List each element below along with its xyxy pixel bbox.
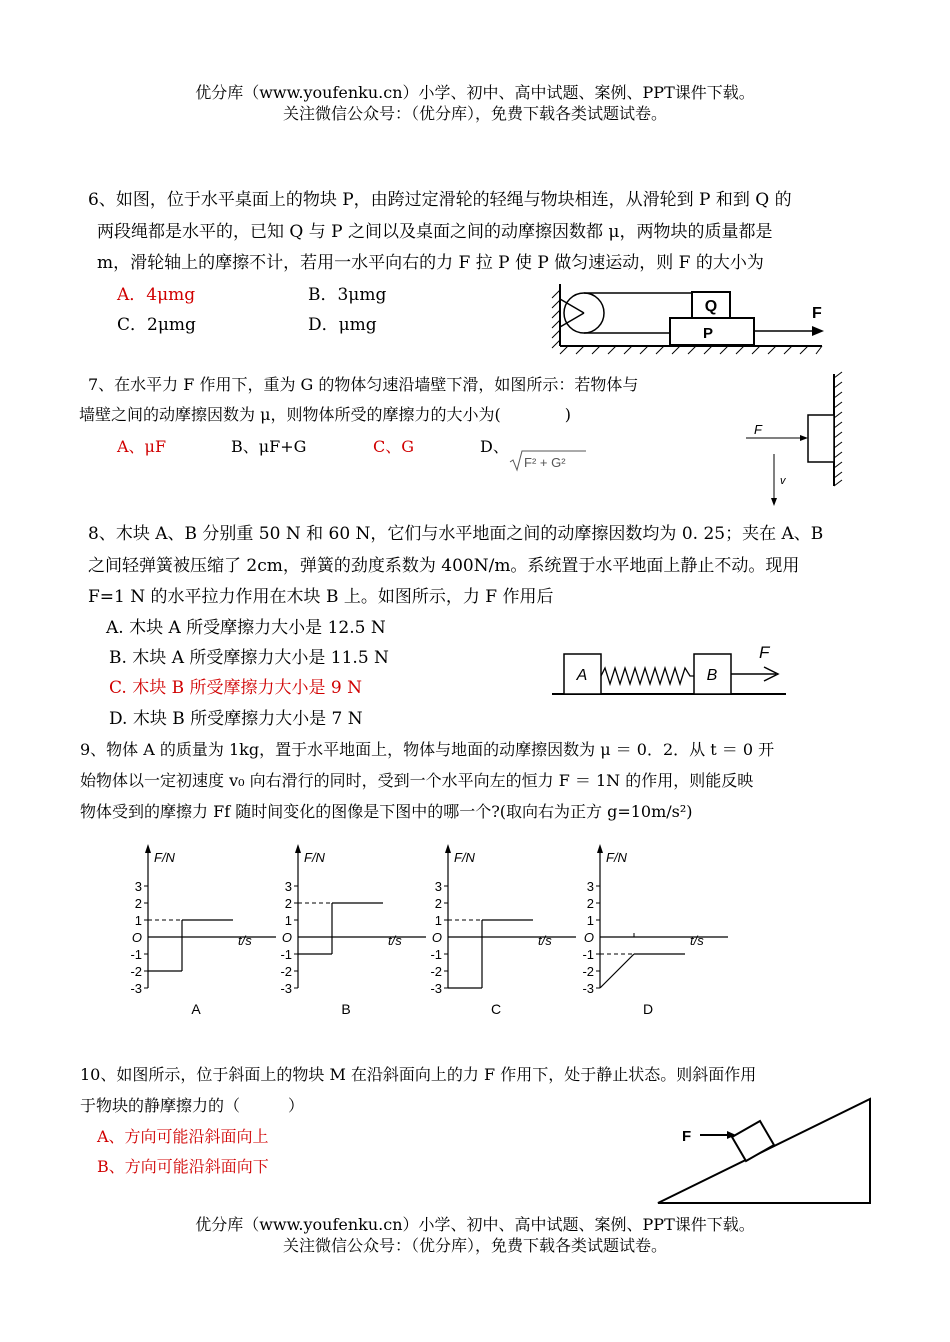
q7-option-d: D、	[480, 437, 509, 456]
chart-d-tick-label: -3	[582, 981, 594, 996]
header-line-1: 优分库（www.youfenku.cn）小学、初中、高中试题、案例、PPT课件下载。	[195, 83, 755, 102]
q8-option-b: B. 木块 A 所受摩擦力大小是 11.5 N	[109, 648, 389, 668]
chart-c-tick-label: -1	[430, 947, 442, 962]
q7-option-d-formula	[508, 448, 588, 474]
q8-line-3: F=1 N 的水平拉力作用在木块 B 上。如图所示，力 F 作用后	[88, 587, 554, 607]
chart-b-y-arrow	[295, 844, 301, 853]
q8-line-2: 之间轻弹簧被压缩了 2cm，弹簧的劲度系数为 400N/m。系统置于水平地面上静止不动。现用	[88, 556, 800, 576]
chart-a-tick-label: 3	[134, 879, 142, 894]
chart-c-y-label: F/N	[454, 850, 475, 865]
chart-b-tick-label: O	[281, 930, 292, 945]
chart-d-tick-label: 1	[586, 913, 594, 928]
q7-force-arrowhead	[800, 435, 808, 441]
chart-d-tick-label: O	[583, 930, 594, 945]
header-line-2: 关注微信公众号：（优分库），免费下载各类试题试卷。	[282, 104, 667, 123]
q7-option-b: B、μF+G	[231, 437, 307, 456]
q8-spring	[601, 668, 694, 684]
q6-floor-hatch	[560, 346, 822, 354]
q9-line-2: 始物体以一定初速度 v₀ 向右滑行的同时，受到一个水平向左的恒力 F ＝ 1N 的作用，则能反映	[80, 771, 754, 790]
q10-incline-figure	[650, 1095, 875, 1210]
q8-label-a: A	[576, 667, 588, 684]
footer-line-1: 优分库（www.youfenku.cn）小学、初中、高中试题、案例、PPT课件下载。	[195, 1215, 755, 1234]
chart-c-y-arrow	[445, 844, 451, 853]
q7-line-1: 7、在水平力 F 作用下，重为 G 的物体匀速沿墙壁下滑，如图所示：若物体与	[88, 375, 639, 394]
q8-label-b: B	[706, 667, 718, 684]
q8-option-c: C. 木块 B 所受摩擦力大小是 9 N	[109, 678, 363, 698]
chart-c-caption: C	[490, 1001, 502, 1017]
chart-d-tick-label: -2	[582, 964, 594, 979]
q8-label-f: F	[759, 643, 770, 662]
q6-label-p: P	[702, 325, 714, 342]
q10-label-f: F	[682, 1128, 692, 1145]
chart-c-tick-label: 2	[434, 896, 442, 911]
chart-c-tick-label: 1	[434, 913, 442, 928]
q6-pulley-figure	[540, 282, 830, 357]
chart-a-y-label: F/N	[154, 850, 175, 865]
chart-a-caption: A	[191, 1001, 201, 1017]
q6-option-c: C．2μmg	[117, 315, 196, 335]
chart-a-tick-label: -1	[130, 947, 142, 962]
footer-line-2: 关注微信公众号：（优分库），免费下载各类试题试卷。	[282, 1236, 667, 1255]
q7-label-f: F	[754, 422, 762, 437]
chart-b-tick-label: 2	[284, 896, 292, 911]
q9-line-1: 9、物体 A 的质量为 1kg，置于水平地面上，物体与地面的动摩擦因数为 μ ＝ 0．2．从 t ＝ 0 开	[80, 740, 775, 759]
chart-c-x-label: t/s	[538, 933, 552, 948]
q8-spring-figure	[550, 640, 790, 706]
chart-b-tick-label: -2	[280, 964, 292, 979]
chart-d-y-arrow	[597, 844, 603, 853]
q6-label-f: F	[812, 305, 822, 322]
chart-b-y-label: F/N	[304, 850, 325, 865]
q8-option-a: A. 木块 A 所受摩擦力大小是 12.5 N	[106, 618, 386, 638]
chart-c-tick-label: -3	[430, 981, 442, 996]
q7-velocity-arrowhead	[771, 498, 777, 506]
chart-a-tick-label: 2	[134, 896, 142, 911]
q6-wall-hatch	[552, 290, 560, 348]
q7-option-a: A、μF	[117, 437, 167, 456]
q10-line-2: 于物块的静摩擦力的（ ）	[80, 1096, 305, 1115]
chart-a-tick-label: -2	[130, 964, 142, 979]
q10-option-b: B、方向可能沿斜面向下	[97, 1157, 269, 1176]
q7-sqrt-content: F² + G²	[524, 455, 566, 470]
chart-a-x-label: t/s	[238, 933, 252, 948]
chart-b-tick-label: -1	[280, 947, 292, 962]
chart-a-tick-label: O	[131, 930, 142, 945]
chart-c-tick-label: -2	[430, 964, 442, 979]
q7-line-2: 墙壁之间的动摩擦因数为 μ，则物体所受的摩擦力的大小为( )	[79, 405, 571, 424]
chart-d-tick-label: -1	[582, 947, 594, 962]
chart-d-series-segment	[600, 954, 634, 988]
chart-b-tick-label: 1	[284, 913, 292, 928]
chart-a-tick-label: -3	[130, 981, 142, 996]
q6-option-a: A．4μmg	[117, 285, 196, 305]
q6-line-2: 两段绳都是水平的，已知 Q 与 P 之间以及桌面之间的动摩擦因数都 μ，两物块的质量都是	[97, 222, 773, 242]
chart-b-tick-label: -3	[280, 981, 292, 996]
q7-block	[808, 415, 834, 462]
chart-d-caption: D	[642, 1001, 654, 1017]
chart-a-tick-label: 1	[134, 913, 142, 928]
chart-b-tick-label: 3	[284, 879, 292, 894]
q9-line-3: 物体受到的摩擦力 Ff 随时间变化的图像是下图中的哪一个?(取向右为正方 g=10m/s²)	[80, 802, 693, 821]
q6-option-b: B．3μmg	[308, 285, 387, 305]
q7-wall-hatch	[834, 372, 842, 486]
chart-d-y-label: F/N	[606, 850, 627, 865]
chart-a-y-arrow	[145, 844, 151, 853]
q7-option-c: C、G	[373, 437, 415, 456]
q9-charts	[100, 840, 760, 1025]
q8-option-d: D. 木块 B 所受摩擦力大小是 7 N	[109, 709, 363, 729]
q6-option-d: D．μmg	[308, 315, 377, 335]
chart-d-tick-label: 3	[586, 879, 594, 894]
q10-line-1: 10、如图所示，位于斜面上的物块 M 在沿斜面向上的力 F 作用下，处于静止状态。则斜面作用	[80, 1065, 757, 1084]
chart-d-x-label: t/s	[690, 933, 704, 948]
q7-wall-figure	[738, 372, 848, 512]
chart-c-tick-label: 3	[434, 879, 442, 894]
chart-b-caption: B	[341, 1001, 351, 1017]
q6-force-arrowhead	[812, 326, 824, 336]
chart-d-tick-label: 2	[586, 896, 594, 911]
chart-c-tick-label: O	[431, 930, 442, 945]
q6-line-1: 6、如图，位于水平桌面上的物块 P，由跨过定滑轮的轻绳与物块相连，从滑轮到 P 和到 Q 的	[88, 190, 792, 210]
q10-option-a: A、方向可能沿斜面向上	[97, 1127, 269, 1146]
q7-label-v: v	[780, 475, 786, 487]
q8-line-1: 8、木块 A、B 分别重 50 N 和 60 N，它们与水平地面之间的动摩擦因数均为 0. 25；夹在 A、B	[88, 524, 824, 544]
q6-label-q: Q	[704, 298, 718, 315]
chart-b-x-label: t/s	[388, 933, 402, 948]
q6-line-3: m，滑轮轴上的摩擦不计，若用一水平向右的力 F 拉 P 使 P 做匀速运动，则 F 的大小为	[97, 253, 764, 273]
